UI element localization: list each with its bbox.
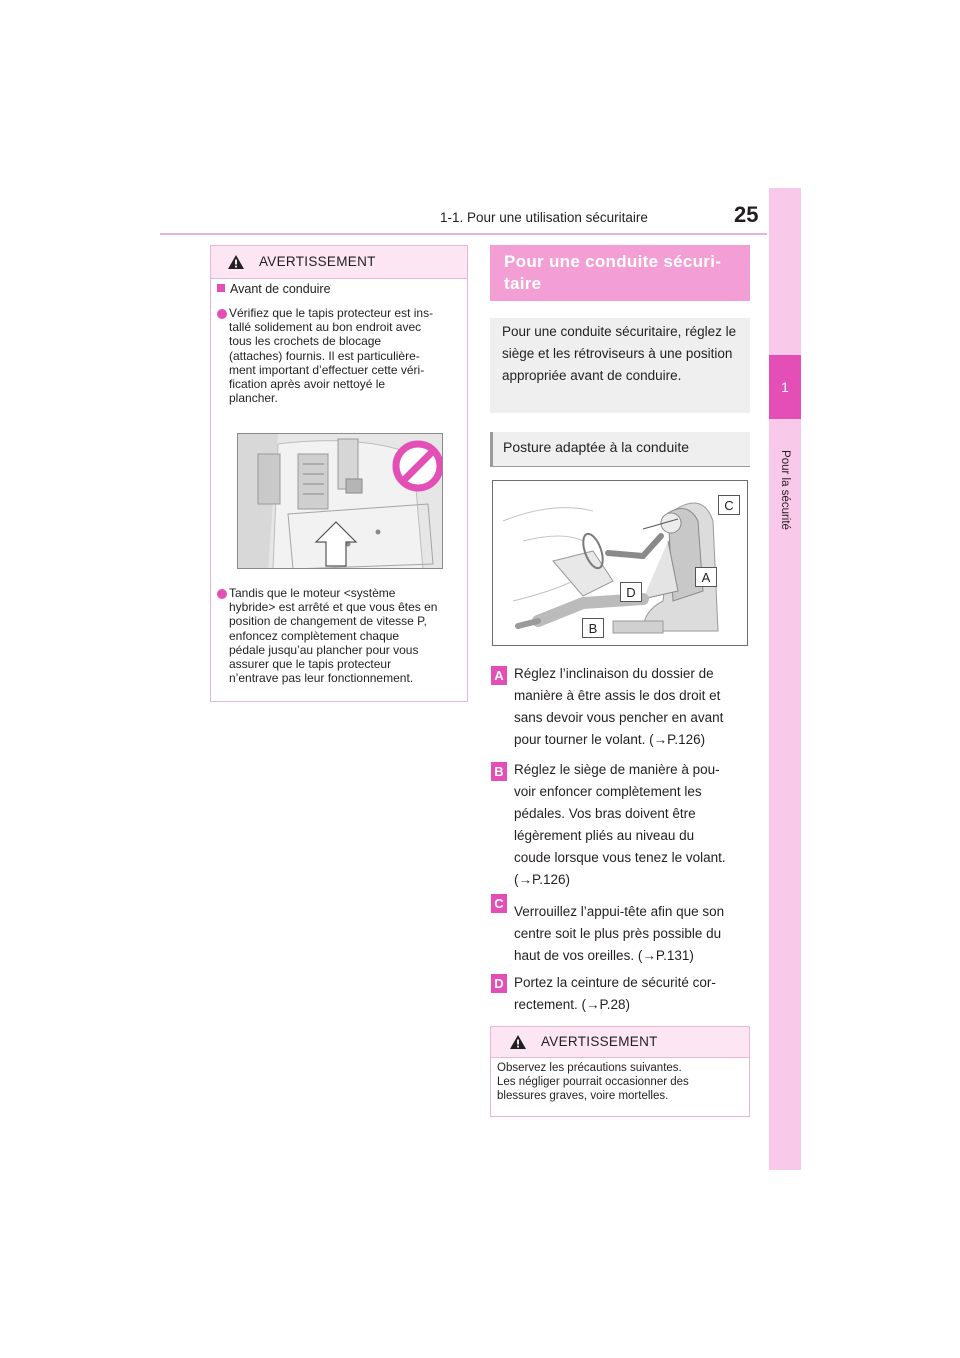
warning-triangle-icon (509, 1034, 527, 1050)
intro-box (490, 318, 750, 413)
chapter-label-text: Pour la sécurité (779, 450, 791, 530)
warning-triangle-icon (227, 254, 245, 270)
page-number: 25 (734, 202, 759, 227)
driving-posture-drawing (493, 481, 747, 645)
section-banner (490, 245, 750, 301)
posture-heading-rule (490, 466, 750, 467)
warning-subheading (217, 282, 331, 296)
warning-bullet-1: Vérifiez que le tapis protecteur est ins- tallé solidement au bon endroit avec tous les crochets de blocage (attaches) fournis. Il est particulière- ment important d’effectuer cette véri- fication après avoir nettoyé le plancher. (229, 306, 434, 406)
warning-box-right (490, 1026, 750, 1117)
step-text-a: Réglez l’inclinaison du dossier de manière à être assis le dos droit et sans devoir vous pencher en avant pour tourner le volant. (→P.126) (514, 666, 724, 747)
bullet-dot-icon (217, 309, 227, 319)
intro-text: Pour une conduite sécuritaire, réglez le siège et les rétroviseurs à une position appropriée avant de conduire. (502, 324, 737, 383)
chapter-label (765, 430, 805, 550)
warning-title: AVERTISSEMENT (259, 254, 376, 269)
floor-mat-illustration (237, 433, 443, 569)
step-badge-d: D (491, 974, 507, 993)
step-badge-b: B (491, 762, 507, 781)
chapter-number-tab[interactable]: 1 (769, 355, 801, 419)
step-badge-c: C (491, 894, 507, 913)
diagram-label-d: D (620, 582, 642, 602)
warning-bullet-2: Tandis que le moteur <système hybride> est arrêté et que vous êtes en position de changement de vitesse P, enfoncez complètement chaque pédale jusqu’au plancher pour vous assurer que le tapis protecteur n’entrave pas leur fonctionnement. (229, 586, 438, 686)
posture-heading-box (490, 432, 750, 466)
warning-right-text: Observez les précautions suivantes. Les négliger pourrait occasionner des blessures graves, voire mortelles. (497, 1062, 689, 1102)
warning-subheading-text: Avant de conduire (230, 282, 331, 296)
step-text-c: Verrouillez l’appui-tête afin que son centre soit le plus près possible du haut de vos oreilles. (→P.131) (514, 904, 725, 963)
warning-header (211, 246, 467, 279)
section-banner-title: Pour une conduite sécuri- taire (504, 252, 722, 293)
side-tab-band (769, 188, 801, 1170)
diagram-label-b: B (582, 618, 604, 638)
step-text-b: Réglez le siège de manière à pou- voir enfoncer complètement les pédales. Vos bras doivent être légèrement pliés au niveau du coude lorsque vous tenez le volant. (→P.126) (514, 762, 726, 887)
square-bullet-icon (217, 284, 225, 292)
warning-box-left (210, 245, 468, 702)
posture-heading: Posture adaptée à la conduite (503, 439, 690, 455)
floor-mat-drawing (238, 434, 443, 569)
section-title: 1-1. Pour une utilisation sécuritaire (440, 210, 648, 225)
step-badge-a: A (491, 666, 507, 685)
warning-title: AVERTISSEMENT (541, 1034, 658, 1049)
diagram-label-c: C (718, 495, 740, 515)
bullet-dot-icon (217, 589, 227, 599)
step-text-d: Portez la ceinture de sécurité cor- rectement. (→P.28) (514, 975, 716, 1012)
diagram-label-a: A (695, 567, 717, 587)
driving-posture-diagram (492, 480, 748, 646)
header-rule (160, 233, 767, 235)
warning-header (491, 1027, 749, 1058)
